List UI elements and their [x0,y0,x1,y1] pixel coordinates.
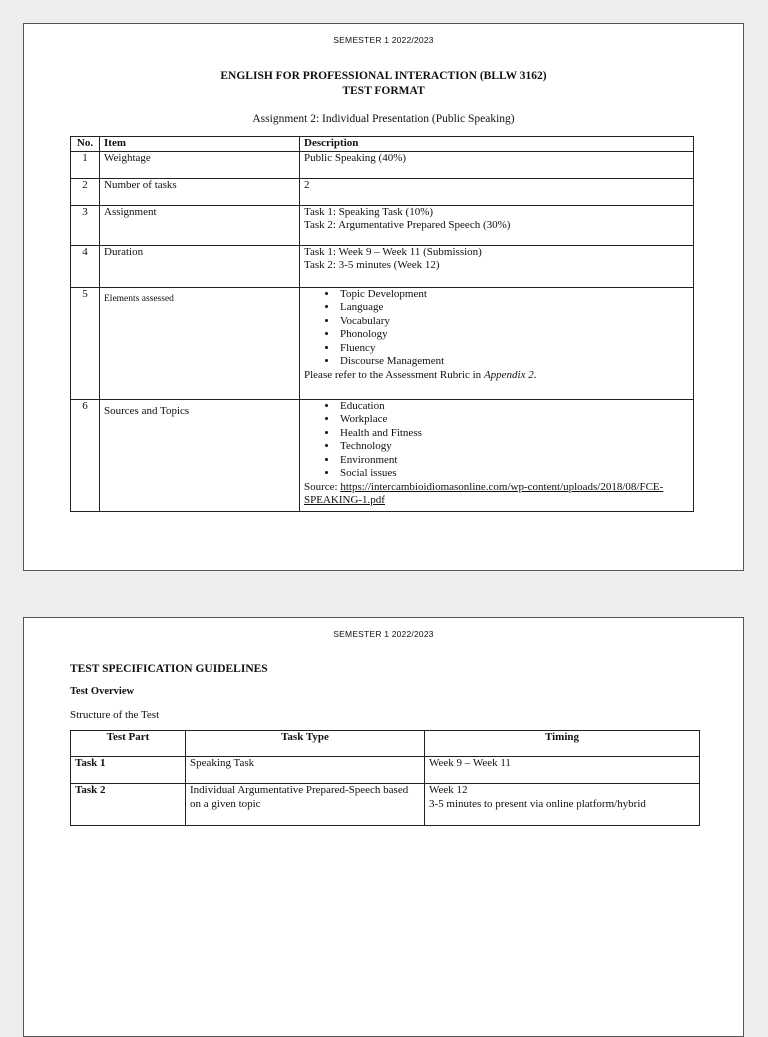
row-no: 5 [71,287,100,399]
list-item: • Topic Development [338,288,689,302]
row-description [300,205,694,245]
row-item: Sources and Topics [100,399,300,511]
table-header-row [71,137,694,152]
cell-timing [425,784,700,826]
source-link[interactable]: https://intercambioidiomasonline.com/wp-content/uploads/2018/08/FCE-SPEAKING-1.pdf [304,480,664,506]
header-test-part: Test Part [71,731,186,757]
test-structure-table [70,730,700,826]
description-line: Task 1: Week 9 – Week 11 (Submission) [304,245,482,258]
section-heading: TEST SPECIFICATION GUIDELINES [70,663,268,675]
course-title: ENGLISH FOR PROFESSIONAL INTERACTION (BLLW 3162) [220,70,547,82]
list-item: • Discourse Management [338,355,689,369]
row-item: Duration [100,245,300,287]
row-item: Weightage [100,151,300,178]
table-row [71,287,694,399]
list-item: • Workplace [338,413,689,427]
timing-line: 3-5 minutes to present via online platform/hybrid [429,797,646,810]
list-item: • Vocabulary [338,315,689,329]
row-no: 4 [71,245,100,287]
row-description: 2 [300,178,694,205]
cell-test-part: Task 2 [71,784,186,826]
header-item: Item [100,137,300,152]
cell-test-part: Task 1 [71,757,186,784]
list-item: • Health and Fitness [338,427,689,441]
rubric-note-suffix: . [533,368,537,381]
description-line: Task 2: Argumentative Prepared Speech (30%) [304,219,511,231]
list-item: • Technology [338,440,689,454]
rubric-note-prefix: Please refer to the Assessment Rubric in [304,368,484,381]
table-row [71,757,700,784]
table-row [71,399,694,511]
list-item: • Language [338,301,689,315]
description-line: Task 1: Speaking Task (10%) [304,205,434,218]
list-item: • Fluency [338,342,689,356]
source-label: Source: [304,480,341,493]
row-description [300,399,694,511]
row-no: 1 [71,151,100,178]
timing-line: Week 9 – Week 11 [429,757,511,769]
table-header-row [71,731,700,757]
cell-timing [425,757,700,784]
row-description [300,287,694,399]
row-description: Public Speaking (40%) [300,151,694,178]
table-row [71,178,694,205]
row-no: 6 [71,399,100,511]
timing-line: Week 12 [429,784,468,796]
row-no: 2 [71,178,100,205]
list-item: • Environment [338,454,689,468]
row-item: Elements assessed [100,287,300,399]
table-row [71,151,694,178]
assignment-subtitle: Assignment 2: Individual Presentation (Public Speaking) [252,113,515,125]
structure-label: Structure of the Test [70,709,160,721]
table-row [71,784,700,826]
row-no: 3 [71,205,100,245]
row-description [300,245,694,287]
header-no: No. [71,137,100,152]
header-task-type: Task Type [186,731,425,757]
description-line: Task 2: 3-5 minutes (Week 12) [304,259,440,271]
test-overview-heading: Test Overview [70,686,135,697]
cell-task-type: Speaking Task [186,757,425,784]
row-item: Assignment [100,205,300,245]
page-header: SEMESTER 1 2022/2023 [333,35,434,45]
rubric-note [304,369,689,383]
document-title [24,69,743,99]
row-item: Number of tasks [100,178,300,205]
elements-list [304,288,689,369]
table-row [71,205,694,245]
header-description: Description [300,137,694,152]
document-page-2 [23,617,744,1037]
list-item: • Social issues [338,467,689,481]
test-format-title: TEST FORMAT [342,85,425,97]
header-timing: Timing [425,731,700,757]
list-item: • Education [338,400,689,414]
topics-list [304,400,689,481]
table-row [71,245,694,287]
page-header: SEMESTER 1 2022/2023 [333,629,434,639]
test-format-table [70,136,694,512]
source-line [304,481,689,508]
appendix-reference: Appendix 2 [483,368,534,381]
document-page-1 [23,23,744,571]
list-item: • Phonology [338,328,689,342]
cell-task-type: Individual Argumentative Prepared-Speech based on a given topic [186,784,425,826]
